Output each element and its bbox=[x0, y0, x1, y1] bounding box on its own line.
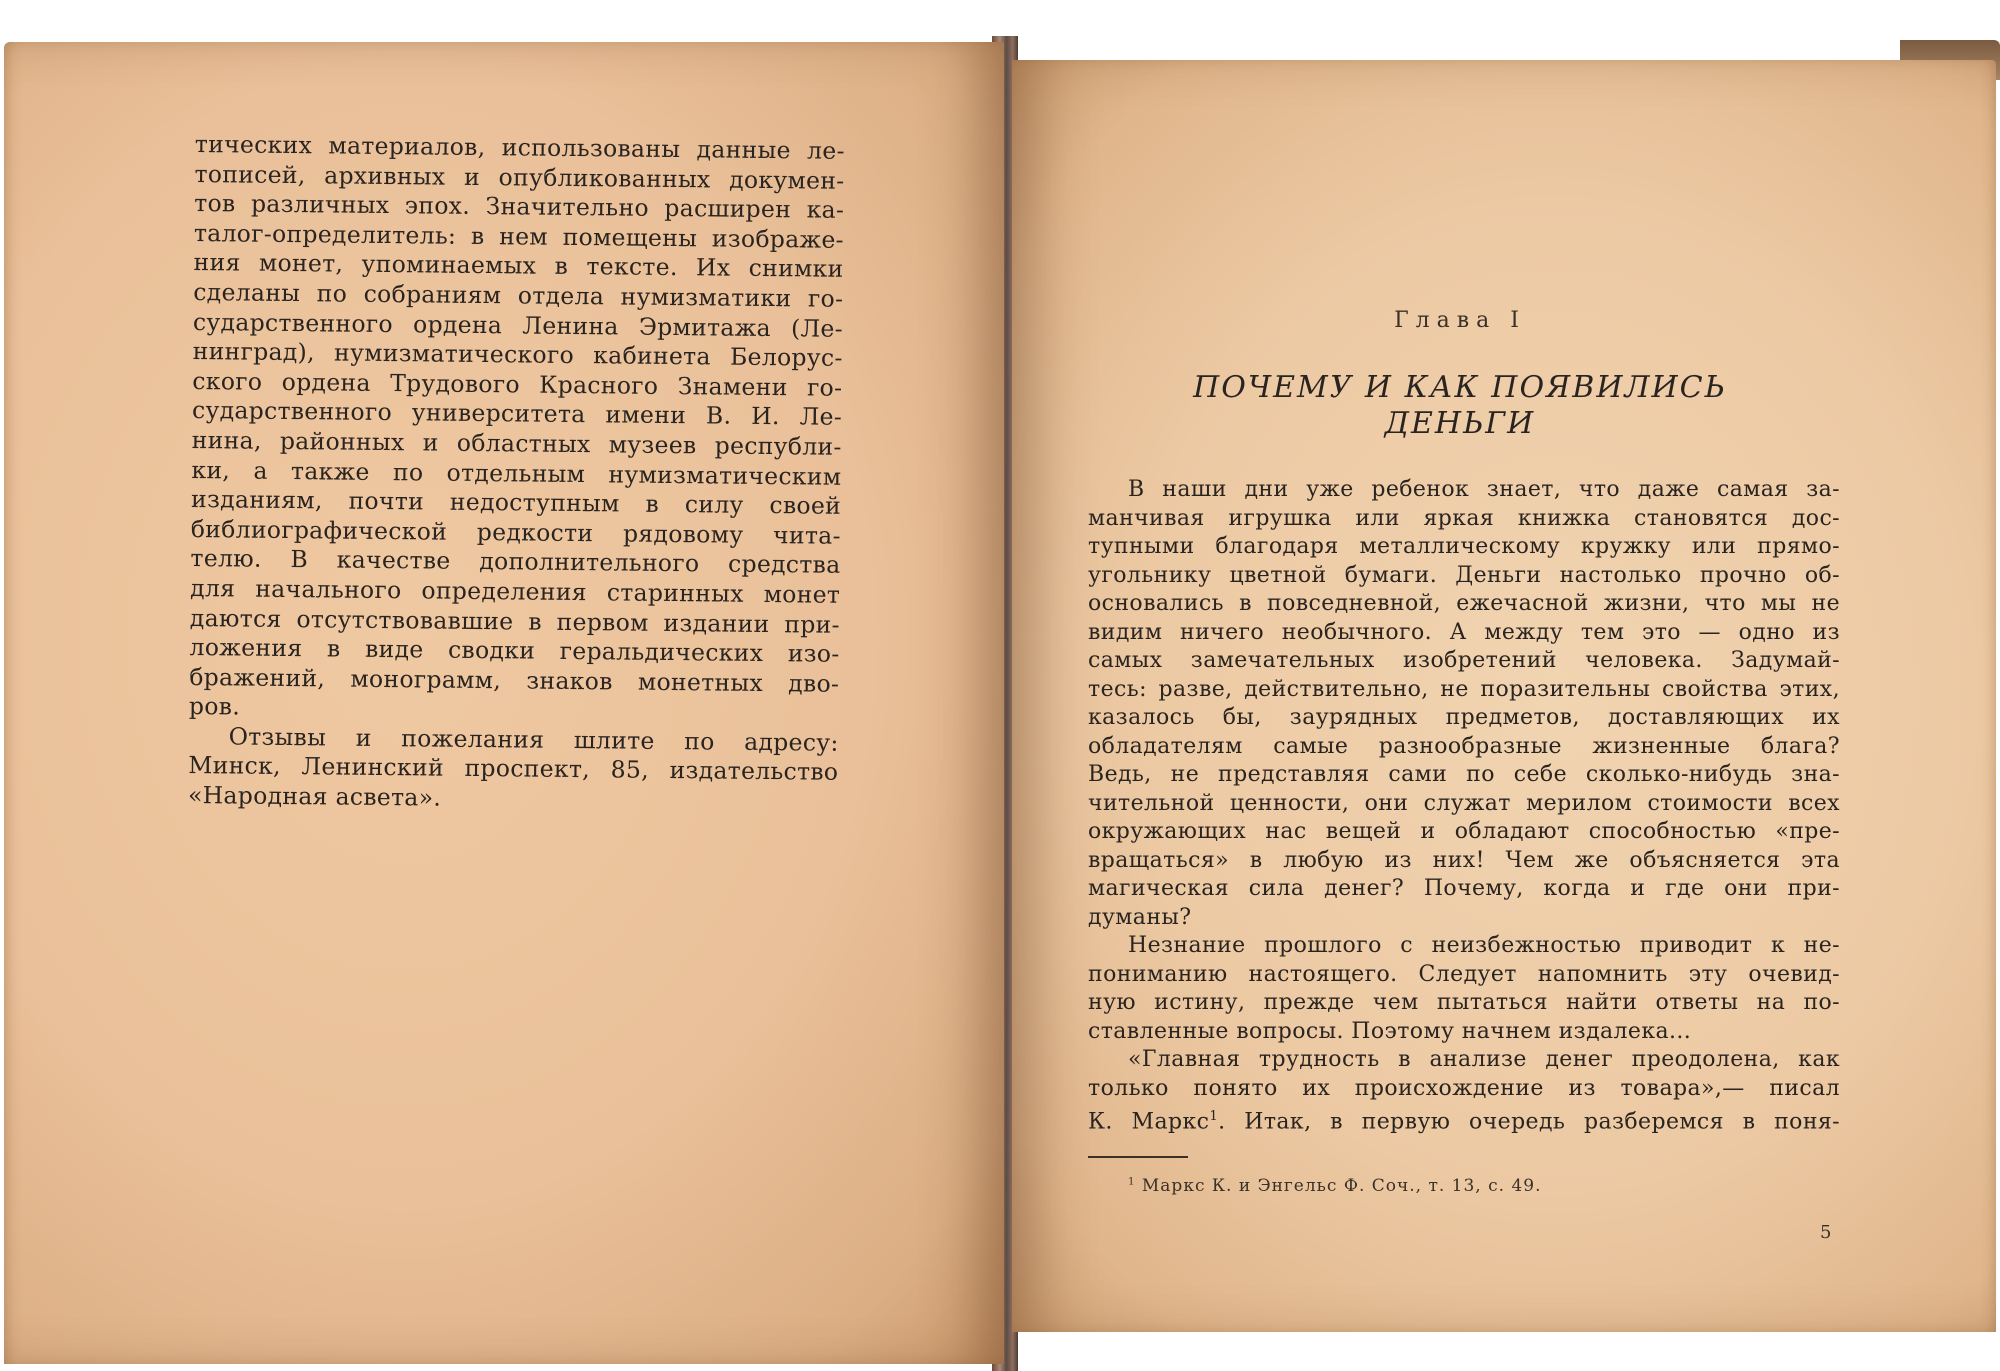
text-fragment: . Итак, в первую очередь разберемся в поня- bbox=[1218, 1109, 1840, 1135]
footnote-rule bbox=[1088, 1156, 1188, 1158]
text-line: даются отсутствовавшие в первом издании при- bbox=[189, 603, 841, 639]
text-line: тесь: разве, действительно, не поразительны свойства этих, bbox=[1088, 676, 1840, 702]
text-line: обладателям самые разнообразные жизненные блага? bbox=[1088, 733, 1840, 759]
text-line: казалось бы, заурядных предметов, доставляющих их bbox=[1088, 705, 1840, 730]
text-line: вращаться» в любую из них! Чем же объясняется эта bbox=[1088, 847, 1840, 873]
text-line: пониманию настоящего. Следует напомнить эту очевид- bbox=[1088, 961, 1840, 987]
text-line: основались в повседневной, ежечасной жизни, что мы не bbox=[1088, 591, 1840, 616]
text-line: видим ничего необычного. А между тем это — одно из bbox=[1088, 619, 1840, 645]
text-line: манчивая игрушка или яркая книжка становятся дос- bbox=[1088, 505, 1840, 531]
text-line: нина, районных и областных музеев республи- bbox=[191, 425, 842, 461]
chapter-title-line: ПОЧЕМУ И КАК ПОЯВИЛИСЬ bbox=[1193, 370, 1727, 405]
text-line: сударственного университета имени В. И. Ле- bbox=[191, 396, 843, 432]
chapter-title bbox=[1100, 370, 1820, 442]
text-line: тописей, архивных и опубликованных докумен- bbox=[194, 159, 845, 195]
text-line: Незнание прошлого с неизбежностью приводит к не- bbox=[1128, 933, 1840, 958]
chapter-label: Глава I bbox=[1394, 308, 1526, 333]
text-line: изданиям, почти недоступным в силу своей bbox=[190, 485, 842, 520]
text-line: магическая сила денег? Почему, когда и где они при- bbox=[1088, 876, 1840, 901]
text-line: ки, а также по отдельным нумизматическим bbox=[191, 455, 842, 491]
text-line: сделаны по собраниям отдела нумизматики го- bbox=[193, 277, 844, 313]
text-line: сударственного ордена Ленина Эрмитажа (Ле- bbox=[192, 307, 844, 343]
text-line: самых замечательных изобретений человека. Задумай- bbox=[1088, 648, 1840, 673]
text-line: только понято их происхождение из товара»,— писал bbox=[1088, 1075, 1840, 1101]
text-line: окружающих нас вещей и обладают способностью «пре- bbox=[1088, 819, 1840, 844]
chapter-title-line: ДЕНЬГИ bbox=[1384, 406, 1536, 441]
text-line: Ведь, не представляя сами по себе сколько-нибудь зна- bbox=[1088, 762, 1840, 787]
text-line: бражений, монограмм, знаков монетных дво- bbox=[189, 662, 840, 698]
text-line bbox=[1088, 1103, 1840, 1137]
text-line: В наши дни уже ребенок знает, что даже самая за- bbox=[1128, 477, 1840, 502]
text-line: «Главная трудность в анализе денег преодолена, как bbox=[1128, 1047, 1840, 1072]
text-line: угольнику цветной бумаги. Деньги настолько прочно об- bbox=[1088, 562, 1840, 588]
text-line: телю. В качестве дополнительного средства bbox=[190, 544, 841, 580]
footnote-reference: 1 bbox=[1209, 1109, 1219, 1124]
text-line: Минск, Ленинский проспект, 85, издательство bbox=[188, 751, 839, 787]
text-line: ную истину, прежде чем пытаться найти ответы на по- bbox=[1088, 990, 1840, 1015]
text-fragment: К. Маркс bbox=[1088, 1109, 1210, 1135]
text-line: нинград), нумизматического кабинета Белорус- bbox=[192, 337, 843, 372]
text-line: ставленные вопросы. Поэтому начнем издалека... bbox=[1088, 1018, 1692, 1044]
text-line: талог-определитель: в нем помещены изображе- bbox=[193, 218, 845, 254]
text-line: тов различных эпох. Значительно расширен ка- bbox=[194, 189, 845, 224]
text-line: Отзывы и пожелания шлите по адресу: bbox=[228, 722, 839, 757]
text-line: думаны? bbox=[1088, 904, 1192, 930]
text-line: «Народная асвета». bbox=[187, 781, 442, 812]
text-line: ложения в виде сводки геральдических изо- bbox=[189, 633, 840, 668]
footnote-marker: 1 bbox=[1128, 1176, 1136, 1188]
text-line: библиографической редкости рядовому чита- bbox=[190, 514, 841, 550]
left-page-text bbox=[188, 130, 845, 817]
text-line: для начального определения старинных монет bbox=[190, 573, 841, 609]
footnote-text: Маркс К. и Энгельс Ф. Соч., т. 13, с. 49. bbox=[1141, 1176, 1542, 1196]
page-number: 5 bbox=[1820, 1222, 1832, 1243]
footnote bbox=[1128, 1176, 1828, 1196]
text-line: чительной ценности, они служат мерилом стоимости всех bbox=[1088, 790, 1840, 816]
text-line: тупными благодаря металлическому кружку или прямо- bbox=[1088, 534, 1840, 559]
right-page-text bbox=[1088, 476, 1840, 1137]
text-line: тических материалов, использованы данные ле- bbox=[194, 130, 845, 165]
text-line: ского ордена Трудового Красного Знамени го- bbox=[192, 366, 843, 402]
text-line: ров. bbox=[188, 692, 241, 721]
text-line: ния монет, упоминаемых в тексте. Их снимки bbox=[193, 248, 844, 284]
